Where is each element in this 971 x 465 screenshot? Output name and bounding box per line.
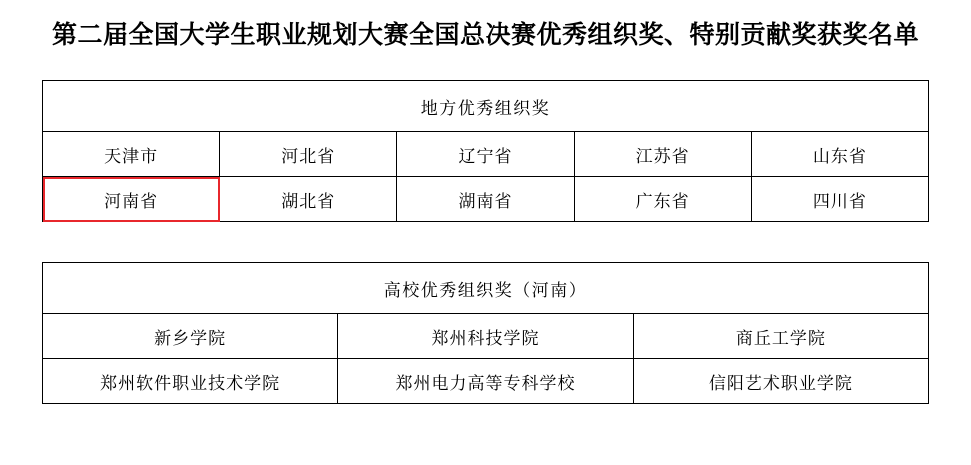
table-header-row <box>43 81 929 132</box>
local-excellent-organization-award-table <box>42 80 929 222</box>
table-row <box>43 132 929 177</box>
table-cell: 天津市 <box>43 132 220 177</box>
table-cell: 郑州电力高等专科学校 <box>338 359 633 404</box>
tables-container <box>0 80 971 404</box>
table-cell: 新乡学院 <box>43 314 338 359</box>
table-gap <box>42 222 929 236</box>
table-cell: 河北省 <box>220 132 397 177</box>
page-title: 第二届全国大学生职业规划大赛全国总决赛优秀组织奖、特别贡献奖获奖名单 <box>51 22 919 49</box>
highlighted-cell-henan: 河南省 <box>43 177 220 222</box>
table-cell: 广东省 <box>574 177 751 222</box>
table-cell: 江苏省 <box>574 132 751 177</box>
table-header-cell: 高校优秀组织奖（河南） <box>43 263 929 314</box>
table-cell: 辽宁省 <box>397 132 574 177</box>
table-cell: 四川省 <box>751 177 928 222</box>
table-header-row <box>43 263 929 314</box>
table-cell: 商丘工学院 <box>633 314 928 359</box>
table-cell: 郑州软件职业技术学院 <box>43 359 338 404</box>
university-excellent-organization-award-table <box>42 262 929 404</box>
table-cell: 郑州科技学院 <box>338 314 633 359</box>
table-header-cell: 地方优秀组织奖 <box>43 81 929 132</box>
table-cell: 湖南省 <box>397 177 574 222</box>
table-row <box>43 177 929 222</box>
table-cell: 湖北省 <box>220 177 397 222</box>
table-cell: 山东省 <box>751 132 928 177</box>
table-cell: 信阳艺术职业学院 <box>633 359 928 404</box>
table-row <box>43 359 929 404</box>
table-row <box>43 314 929 359</box>
